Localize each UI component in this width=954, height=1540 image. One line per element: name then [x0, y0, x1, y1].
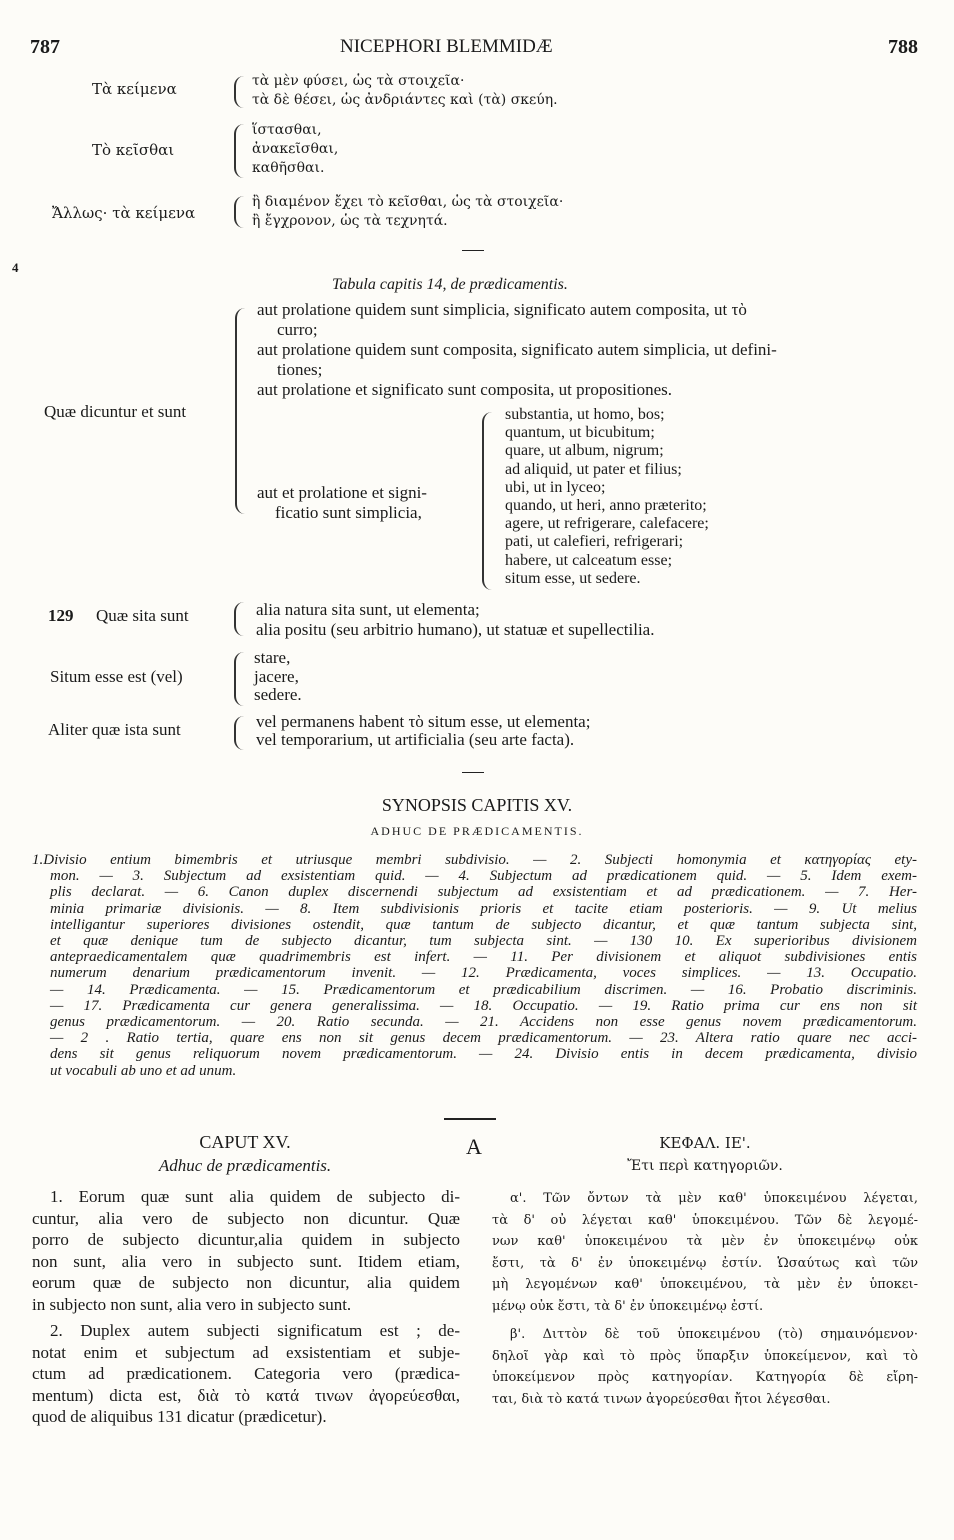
tabula-sublabel — [257, 483, 427, 523]
category-item: ubi, ut in lyceo; — [505, 478, 606, 496]
greek-line: ἢ διαμένον ἔχει τὸ κεῖσθαι, ὡς τὰ στοιχεῖα· — [252, 194, 564, 210]
category-item: substantia, ut homo, bos; — [505, 406, 665, 423]
categories-list — [505, 406, 709, 588]
category-item: habere, ut calceatum esse; — [505, 551, 673, 569]
greek-line: τὰ δὲ θέσει, ὡς ἀνδριάντες καὶ (τὰ) σκεύη. — [252, 92, 558, 108]
greek-line: ἀνακεῖσθαι, — [252, 141, 339, 157]
greek-label: Τὸ κεῖσθαι — [92, 141, 175, 159]
synopsis-line: dens sit genus reliquorum novem prædicamentorum. — 24. Divisio entis in decem prædicamenta, divisio — [50, 1046, 917, 1063]
synopsis-line: numerum denarium prædicamentorum invenit. — 12. Prædicamenta, voces simplices. — 13. Occupatio. — [50, 965, 917, 982]
brace — [235, 308, 247, 514]
category-item: quando, ut heri, anno præterito; — [505, 497, 707, 515]
category-item: pati, ut calefieri, refrigerari; — [505, 533, 684, 551]
text-line: ται, διὰ τὸ κατά τινων ἀγορεύεσθαι ἤτοι λέγεσθαι. — [492, 1391, 831, 1407]
synopsis-line: mon. — 3. Subjectum ad exsistentiam quid. — 4. Subjectum ad prædicationem quid. — 5. Idem exem- — [50, 868, 917, 885]
text-line: νων καθ' ὑποκειμένου τὰ μὲν ἐν ὑποκειμένῳ οὐκ — [492, 1234, 918, 1249]
text-line: eorum quæ de subjecto non dicuntur, alia quidem — [32, 1273, 460, 1292]
caput-greek-subtitle: Ἔτι περὶ κατηγοριῶν. — [627, 1158, 783, 1174]
page-number-left: 787 — [30, 36, 60, 58]
greek-lines — [252, 72, 558, 110]
text-line: 2. Duplex autem subjecti significatum est ; de- — [50, 1321, 460, 1340]
caput-latin-subtitle: Adhuc de prædicamentis. — [158, 1156, 332, 1175]
greek-lines — [252, 121, 338, 178]
synopsis-line: 1.Divisio entium bimembris et utriusque membri subdivisio. — 2. Subjecti homonymia et κατηγορίας ety- — [32, 852, 917, 868]
synopsis-line: minia primariæ divisionis. — 8. Item subdivisionis prioris et tacite etiam posterioris. — 9. Ut melius — [50, 900, 917, 917]
text-line: β'. Διττὸν δὲ τοῦ ὑποκειμένου (τὸ) σημαινόμενον· — [510, 1327, 918, 1342]
synopsis-line: — 14. Prædicamenta. — 15. Prædicamentorum et prædicabilium discrimen. — 16. Probatio discriminis. — [50, 981, 917, 998]
greek-line: ἢ ἔγχρονον, ὡς τὰ τεχνητά. — [252, 213, 448, 229]
synopsis-line: ut vocabuli ab uno et ad unum. — [50, 1062, 237, 1079]
text-line: non sunt, alia vero in subjecto sunt. Itidem etiam, — [32, 1251, 460, 1271]
tabula-line: tiones; — [277, 360, 323, 379]
greek-line: τὰ μὲν φύσει, ὡς τὰ στοιχεῖα· — [252, 73, 465, 89]
synopsis-line: et quæ denique tum de subjecto dicantur, tum subjecta sint. — 130 10. Ex superioribus divisionem — [50, 933, 917, 950]
greek-paragraph-1 — [492, 1188, 918, 1317]
brace — [234, 602, 244, 636]
tabula-lines — [257, 300, 922, 400]
latin-line: alia natura sita sunt, ut elementa; — [256, 600, 480, 619]
brace — [234, 76, 244, 108]
separator — [462, 772, 484, 773]
category-item: quantum, ut bicubitum; — [505, 424, 655, 442]
latin-label: Aliter quæ ista sunt — [48, 720, 181, 739]
synopsis-subtitle: ADHUC DE PRÆDICAMENTIS. — [370, 824, 584, 838]
text-line: μὴ λεγομένων καθ' ὑποκειμένου, τὰ μὲν ἐν ὑποκει- — [492, 1277, 918, 1292]
latin-paragraph-1 — [32, 1186, 460, 1315]
text-line: quod de aliquibus 131 dicatur (prædicetur). — [32, 1407, 327, 1426]
text-line: τὰ δ' οὐ λέγεται καθ' ὑποκειμένου. Τῶν δὲ λεγομέ- — [492, 1212, 918, 1228]
category-item: quare, ut album, nigrum; — [505, 442, 664, 460]
brace — [234, 124, 244, 178]
latin-line: jacere, — [254, 666, 299, 686]
text-line: ἔστι, τὰ δ' ἐν ὑποκειμένῳ ἐστίν. Ὡσαύτως καὶ τῶν — [492, 1255, 918, 1271]
text-line: cuntur, alia vero de subjecto non dicuntur. Quæ — [32, 1208, 460, 1228]
latin-lines — [254, 649, 302, 705]
text-line: notat enim et subjectum ad exsistentiam et subje- — [32, 1342, 460, 1362]
latin-line: vel temporarium, ut artificialia (seu arte facta). — [256, 730, 575, 749]
category-item: situm esse, ut sedere. — [505, 569, 641, 587]
greek-label: Ἄλλως· τὰ κείμενα — [52, 204, 196, 222]
text-line: δηλοῖ γὰρ καὶ τὸ πρὸς ὕπαρξιν ὑποκείμενον, καὶ τὸ — [492, 1348, 918, 1364]
greek-line: καθῆσθαι. — [252, 160, 325, 176]
tabula-line: aut prolatione quidem sunt simplicia, significato autem composita, ut τὸ — [257, 300, 747, 319]
column-letter: A — [466, 1134, 482, 1159]
synopsis-line: — 2 . Ratio tertia, quare ens non sit genus decem prædicamentorum. — 23. Altera ratio quare nec acci- — [50, 1030, 917, 1047]
text-line: α'. Τῶν ὄντων τὰ μὲν καθ' ὑποκειμένου λέγεται, — [510, 1191, 918, 1206]
text-line: porro de subjecto dicuntur,alia quidem in subjecto — [32, 1230, 460, 1249]
margin-number: 129 — [48, 606, 74, 625]
latin-lines — [256, 713, 590, 749]
tabula-line: aut prolatione quidem sunt composita, significato autem simplicia, ut defini- — [257, 340, 777, 359]
tabula-line: aut prolatione et significato sunt composita, ut propositiones. — [257, 380, 673, 399]
text-line: in subjecto non sunt, alia vero in subjecto sunt. — [32, 1294, 352, 1314]
caput-latin-title: CAPUT XV. — [199, 1132, 291, 1152]
category-item: ad aliquid, ut pater et filius; — [505, 460, 682, 478]
tabula-line: curro; — [277, 320, 318, 339]
text-line: 1. Eorum quæ sunt alia quidem de subjecto di- — [50, 1187, 460, 1206]
latin-lines — [256, 600, 654, 640]
caput-greek-title: ΚΕΦΑΛ. ΙΕ'. — [659, 1134, 751, 1152]
greek-line: ἵστασθαι, — [252, 122, 322, 138]
synopsis-text — [32, 852, 917, 1079]
page-number-right: 788 — [888, 36, 918, 58]
tabula-sublabel-line: aut et prolatione et signi- — [257, 483, 427, 502]
latin-label: Situm esse est (vel) — [50, 667, 183, 686]
text-line: μένῳ οὐκ ἔστι, τὰ δ' ἐν ὑποκειμένῳ ἐστί. — [492, 1298, 764, 1314]
brace — [234, 652, 244, 706]
separator — [444, 1118, 496, 1120]
latin-line: alia positu (seu arbitrio humano), ut statuæ et supellectilia. — [256, 620, 655, 639]
latin-line: sedere. — [254, 685, 302, 704]
latin-label: Quæ sita sunt — [96, 606, 189, 625]
synopsis-line: plis declarat. — 6. Canon duplex discernendi subjectum ad exsistentiam et ad prædicationem. — 7. Her- — [50, 884, 917, 901]
greek-paragraph-2 — [492, 1324, 918, 1410]
brace — [234, 196, 244, 228]
tabula-caption: Tabula capitis 14, de prædicamentis. — [332, 276, 568, 293]
synopsis-line: genus prædicamentorum. — 20. Ratio secunda. — 21. Accidens non esse genus novem prædicamentorum. — [50, 1014, 917, 1031]
running-title: NICEPHORI BLEMMIDÆ — [340, 36, 553, 57]
category-item: agere, ut refrigerare, calefacere; — [505, 515, 709, 533]
separator — [462, 250, 484, 251]
brace — [234, 716, 244, 750]
latin-paragraph-2 — [32, 1320, 460, 1428]
synopsis-line: intelligantur superiores divisiones ostendit, quæ tantum de subjecto dicantur, et quæ tantum subjecta sint, — [50, 916, 917, 933]
text-line: mentum) dicta est, διὰ τὸ κατά τινων ἀγορεύεσθαι, — [32, 1385, 460, 1405]
latin-line: vel permanens habent τὸ situm esse, ut elementa; — [256, 712, 591, 731]
tabula-sublabel-line: ficatio sunt simplicia, — [275, 503, 422, 522]
brace — [482, 412, 493, 590]
synopsis-line: — 17. Prædicamenta cur genera generalissima. — 18. Occupatio. — 19. Ratio prima cur ens non sit — [50, 997, 917, 1014]
tabula-main-label: Quæ dicuntur et sunt — [44, 402, 187, 421]
synopsis-title: SYNOPSIS CAPITIS XV. — [381, 795, 573, 815]
page-header — [30, 36, 918, 66]
margin-mark: 4 — [12, 260, 19, 275]
text-line: ὑποκείμενον πρὸς κατηγορίαν. Κατηγορία δὲ εἴρη- — [492, 1370, 918, 1385]
text-line: ctum ad prædicationem. Categoria vero (prædica- — [32, 1364, 460, 1383]
greek-lines — [252, 193, 563, 231]
greek-label: Τὰ κείμενα — [92, 80, 177, 98]
synopsis-line: antepraedicamentalem quæ quadrimembris est infert. — 11. Per divisionem et aliquot subdivisiones entis — [50, 949, 917, 966]
latin-line: stare, — [254, 648, 291, 667]
